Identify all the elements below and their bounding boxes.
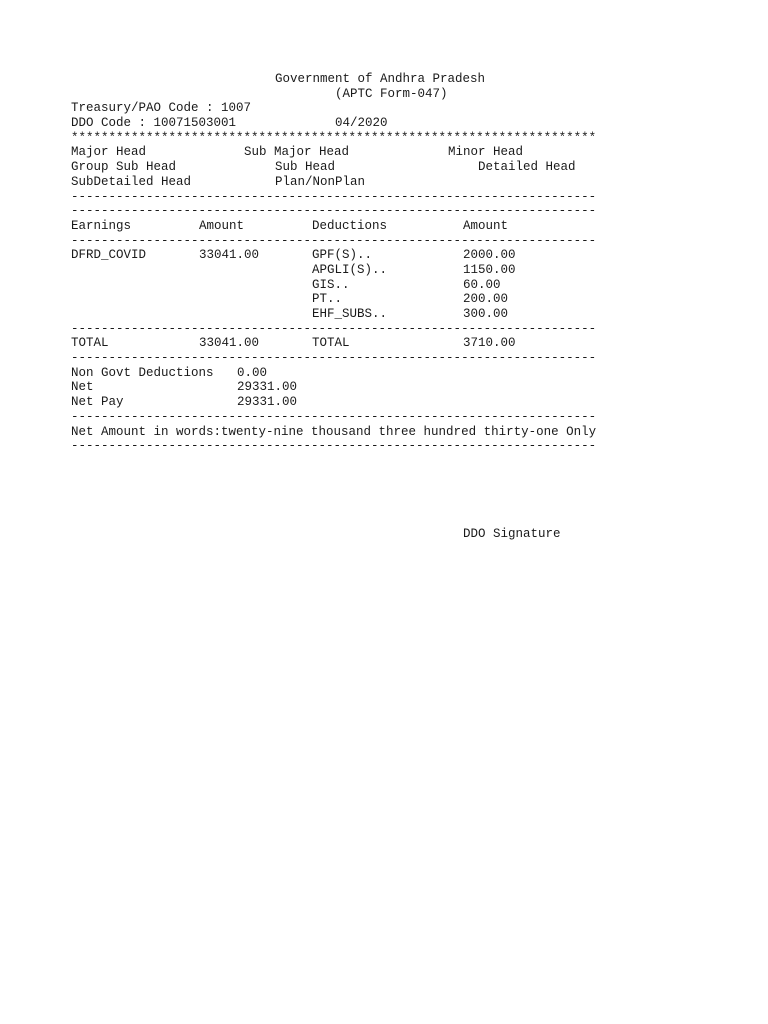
form-number: (APTC Form-047) — [335, 86, 448, 101]
subdetailed-head: SubDetailed Head — [71, 174, 192, 189]
ddo-row — [71, 116, 611, 131]
table-row — [71, 292, 611, 307]
ddo-signature: DDO Signature — [463, 527, 561, 541]
group-sub-head: Group Sub Head — [71, 160, 177, 175]
deduction-amount: 200.00 — [463, 292, 509, 307]
table-header — [71, 219, 611, 234]
earning-amount: 33041.00 — [199, 248, 260, 263]
non-govt-label: Non Govt Deductions — [71, 365, 214, 380]
dash-rule: ---------------------------------------------------------------------- — [71, 321, 597, 336]
form-row — [71, 87, 611, 102]
amount-in-words-row — [71, 425, 611, 440]
treasury-code: Treasury/PAO Code : 1007 — [71, 101, 252, 116]
net-pay-value: 29331.00 — [237, 395, 298, 410]
sub-major-head: Sub Major Head — [244, 145, 350, 160]
dash-rule: ---------------------------------------------------------------------- — [71, 439, 597, 454]
deduction-name: GPF(S).. — [312, 248, 373, 263]
minor-head: Minor Head — [448, 145, 524, 160]
dash-rule: ---------------------------------------------------------------------- — [71, 204, 597, 219]
table-row — [71, 248, 611, 263]
dash-rule: ---------------------------------------------------------------------- — [71, 233, 597, 248]
deduction-name: APGLI(S).. — [312, 262, 388, 277]
government-title: Government of Andhra Pradesh — [275, 72, 486, 86]
period: 04/2020 — [335, 116, 388, 131]
star-rule: ********************************************************************** — [71, 130, 597, 145]
net-pay-row — [71, 395, 611, 410]
deduction-name: EHF_SUBS.. — [312, 307, 388, 321]
deduction-amount: 300.00 — [463, 307, 509, 321]
earnings-total-label: TOTAL — [71, 336, 109, 351]
dash-rule: ---------------------------------------------------------------------- — [71, 409, 597, 424]
deductions-total-label: TOTAL — [312, 336, 350, 351]
deductions-total-amount: 3710.00 — [463, 336, 516, 351]
amount-in-words: Net Amount in words:twenty-nine thousand three hundred thirty-one Only — [71, 424, 597, 439]
title-row — [71, 72, 611, 87]
net-pay-label: Net Pay — [71, 395, 124, 410]
net-row — [71, 380, 611, 395]
table-row — [71, 263, 611, 278]
dash-rule: ---------------------------------------------------------------------- — [71, 351, 597, 366]
non-govt-value: 0.00 — [237, 365, 268, 380]
major-head: Major Head — [71, 145, 147, 160]
table-row — [71, 307, 611, 322]
heads-row-1 — [71, 145, 611, 160]
non-govt-row — [71, 366, 611, 381]
detailed-head: Detailed Head — [478, 160, 576, 175]
sub-head: Sub Head — [275, 160, 336, 175]
treasury-row — [71, 101, 611, 116]
deductions-amount-header: Amount — [463, 218, 509, 233]
heads-row-2 — [71, 160, 611, 175]
plan-nonplan: Plan/NonPlan — [275, 174, 366, 189]
heads-row-3 — [71, 175, 611, 190]
deduction-amount: 2000.00 — [463, 248, 516, 263]
deduction-amount: 1150.00 — [463, 262, 516, 277]
net-label: Net — [71, 380, 94, 395]
net-value: 29331.00 — [237, 380, 298, 395]
earnings-header: Earnings — [71, 218, 132, 233]
ddo-code: DDO Code : 10071503001 — [71, 116, 237, 131]
deduction-amount: 60.00 — [463, 277, 501, 292]
earnings-total-amount: 33041.00 — [199, 336, 260, 351]
payslip-report — [71, 72, 611, 454]
totals-row — [71, 336, 611, 351]
earnings-amount-header: Amount — [199, 218, 245, 233]
deductions-header: Deductions — [312, 218, 388, 233]
table-row — [71, 278, 611, 293]
deduction-name: GIS.. — [312, 277, 350, 292]
dash-rule: ---------------------------------------------------------------------- — [71, 189, 597, 204]
deduction-name: PT.. — [312, 292, 343, 307]
earning-name: DFRD_COVID — [71, 248, 147, 263]
